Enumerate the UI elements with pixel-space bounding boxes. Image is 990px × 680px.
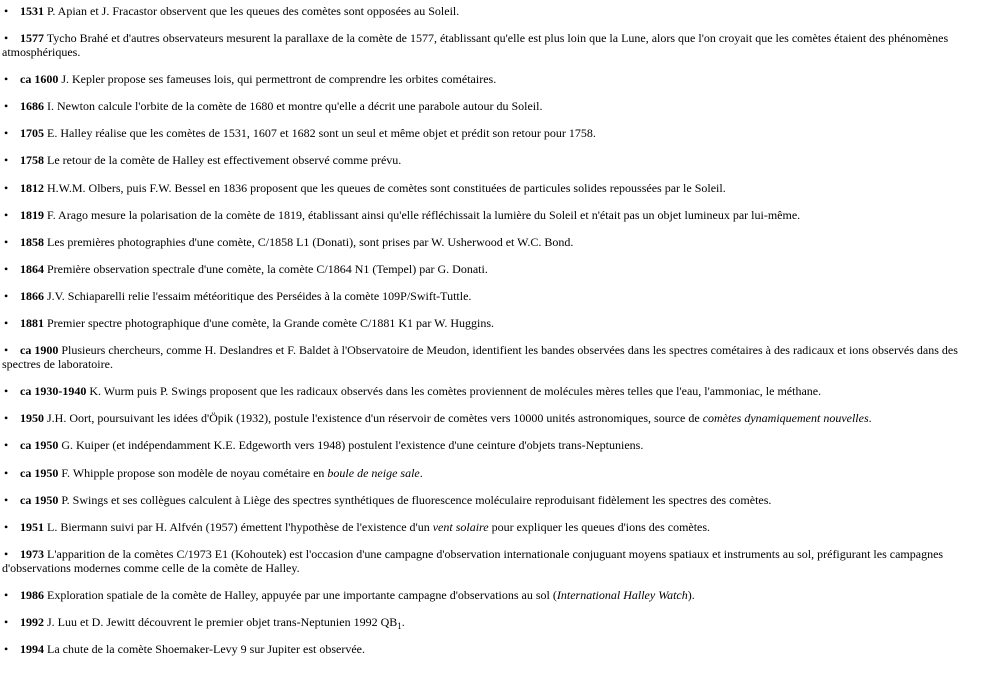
event-text: .	[868, 411, 872, 426]
event-text: E. Halley réalise que les comètes de 1531, 1607 et 1682 sont un seul et même objet et prédit son retour pour 1758.	[44, 126, 596, 141]
event-text: La chute de la comète Shoemaker-Levy 9 sur Jupiter est observée.	[44, 642, 365, 657]
timeline-item	[2, 466, 988, 480]
event-emphasis: International Halley Watch	[556, 587, 688, 602]
bullet-icon: •	[4, 207, 9, 222]
event-emphasis: comètes dynamiquement nouvelles	[702, 411, 869, 426]
timeline-item	[2, 520, 988, 534]
event-year: 1531	[20, 4, 44, 18]
event-text: I. Newton calcule l'orbite de la comète de 1680 et montre qu'elle a décrit une parabole autour du Soleil.	[44, 99, 543, 114]
timeline-item	[2, 411, 988, 425]
event-text: Tycho Brahé et d'autres observateurs mesurent la parallaxe de la comète de 1577, établissant qu'elle est plus loin que la Lune, alors que l'on croyait que les comètes étaient des phénomènes atmosphériques.	[2, 31, 949, 60]
event-year: ca 1950	[20, 492, 59, 507]
bullet-icon: •	[4, 4, 9, 18]
bullet-icon: •	[4, 180, 9, 195]
event-emphasis: vent solaire	[432, 519, 489, 534]
bullet-icon: •	[4, 465, 9, 480]
bullet-icon: •	[4, 126, 9, 141]
event-year: ca 1600	[20, 72, 59, 87]
event-text: H.W.M. Olbers, puis F.W. Bessel en 1836 proposent que les queues de comètes sont constituées de particules solides repoussées par le Soleil.	[44, 180, 726, 195]
event-text: J.V. Schiaparelli relie l'essaim météoritique des Perséides à la comète 109P/Swift-Tuttle.	[44, 288, 472, 303]
timeline-item	[2, 615, 988, 629]
event-text: Plusieurs chercheurs, comme H. Deslandres et F. Baldet à l'Observatoire de Meudon, identifient les bandes observées dans les spectres cométaires à des radicaux et ions observés dans des spectres de laboratoire.	[2, 343, 958, 372]
event-year: 1758	[20, 153, 44, 168]
event-text: G. Kuiper (et indépendamment K.E. Edgeworth vers 1948) postulent l'existence d'une ceinture d'objets trans-Neptuniens.	[58, 438, 644, 453]
event-year: 1986	[20, 587, 44, 602]
bullet-icon: •	[4, 614, 9, 629]
event-year: 1577	[20, 31, 44, 46]
event-text: .	[419, 465, 423, 480]
event-year: 1819	[20, 207, 44, 222]
event-text: P. Apian et J. Fracastor observent que les queues des comètes sont opposées au Soleil.	[44, 4, 460, 18]
timeline-item	[2, 4, 988, 18]
event-year: 1950	[20, 411, 44, 426]
bullet-icon: •	[4, 153, 9, 168]
event-year: 1994	[20, 642, 44, 657]
event-text: Exploration spatiale de la comète de Halley, appuyée par une importante campagne d'observations au sol (	[44, 587, 557, 602]
event-emphasis: boule de neige sale	[327, 465, 420, 480]
bullet-icon: •	[4, 492, 9, 507]
event-text: J.H. Oort, poursuivant les idées d'Öpik (1932), postule l'existence d'un réservoir de comètes vers 10000 unités astronomiques, source de	[44, 411, 703, 426]
event-text: Les premières photographies d'une comète, C/1858 L1 (Donati), sont prises par W. Usherwood et W.C. Bond.	[44, 234, 574, 249]
bullet-icon: •	[4, 519, 9, 534]
bullet-icon: •	[4, 438, 9, 453]
event-year: 1858	[20, 234, 44, 249]
event-year: 1705	[20, 126, 44, 141]
event-text: .	[401, 614, 405, 629]
timeline-item	[2, 384, 988, 398]
timeline-item	[2, 235, 988, 249]
timeline-item	[2, 438, 988, 452]
timeline-item	[2, 289, 988, 303]
timeline-item	[2, 493, 988, 507]
bullet-icon: •	[4, 99, 9, 114]
bullet-icon: •	[4, 546, 9, 561]
bullet-icon: •	[4, 31, 9, 46]
timeline-item	[2, 262, 988, 276]
event-text: ).	[687, 587, 695, 602]
timeline-item	[2, 208, 988, 222]
timeline-item	[2, 547, 988, 575]
bullet-icon: •	[4, 343, 9, 358]
event-text: Première observation spectrale d'une comète, la comète C/1864 N1 (Tempel) par G. Donati.	[44, 261, 488, 276]
bullet-icon: •	[4, 384, 9, 399]
event-text: K. Wurm puis P. Swings proposent que les radicaux observés dans les comètes proviennent de molécules mères telles que l'eau, l'ammoniac, le méthane.	[86, 384, 822, 399]
bullet-icon: •	[4, 72, 9, 87]
timeline-item	[2, 126, 988, 140]
bullet-icon: •	[4, 411, 9, 426]
event-text: L'apparition de la comètes C/1973 E1 (Kohoutek) est l'occasion d'une campagne d'observation internationale conjuguant moyens spatiaux et instruments au sol, préfigurant les campagnes d'observations modernes comme celle de la comète de Halley.	[2, 546, 944, 575]
event-year: ca 1950	[20, 438, 59, 453]
event-text: J. Kepler propose ses fameuses lois, qui permettront de comprendre les orbites cométaires.	[58, 72, 497, 87]
timeline-item	[2, 153, 988, 167]
event-text: J. Luu et D. Jewitt découvrent le premier objet trans-Neptunien 1992 QB	[44, 614, 398, 629]
timeline-item	[2, 642, 988, 656]
event-year: 1686	[20, 99, 44, 114]
event-year: 1866	[20, 288, 44, 303]
event-year: ca 1950	[20, 465, 59, 480]
event-text: pour expliquer les queues d'ions des comètes.	[488, 519, 711, 534]
event-text: Premier spectre photographique d'une comète, la Grande comète C/1881 K1 par W. Huggins.	[44, 316, 495, 331]
timeline-item	[2, 99, 988, 113]
event-text: F. Whipple propose son modèle de noyau cométaire en	[58, 465, 328, 480]
bullet-icon: •	[4, 316, 9, 331]
bullet-icon: •	[4, 642, 9, 657]
timeline-item	[2, 343, 988, 371]
event-year: 1812	[20, 180, 44, 195]
event-year: 1973	[20, 546, 44, 561]
timeline-item	[2, 31, 988, 59]
timeline-item	[2, 588, 988, 602]
event-text: P. Swings et ses collègues calculent à Liège des spectres synthétiques de fluorescence moléculaire reproduisant fidèlement les spectres des comètes.	[58, 492, 772, 507]
bullet-icon: •	[4, 261, 9, 276]
event-year: ca 1930-1940	[20, 384, 87, 399]
event-year: 1864	[20, 261, 44, 276]
event-year: 1951	[20, 519, 44, 534]
event-year: 1881	[20, 316, 44, 331]
event-year: ca 1900	[20, 343, 59, 358]
bullet-icon: •	[4, 234, 9, 249]
event-text: L. Biermann suivi par H. Alfvén (1957) émettent l'hypothèse de l'existence d'un	[44, 519, 433, 534]
timeline-item	[2, 181, 988, 195]
timeline-item	[2, 316, 988, 330]
bullet-icon: •	[4, 288, 9, 303]
timeline-item	[2, 72, 988, 86]
event-text: F. Arago mesure la polarisation de la comète de 1819, établissant ainsi qu'elle réfléchissait la lumière du Soleil et n'était pas un objet lumineux par lui-même.	[44, 207, 801, 222]
event-subscript: 1	[397, 620, 402, 631]
event-text: Le retour de la comète de Halley est effectivement observé comme prévu.	[44, 153, 402, 168]
event-year: 1992	[20, 614, 44, 629]
bullet-icon: •	[4, 587, 9, 602]
